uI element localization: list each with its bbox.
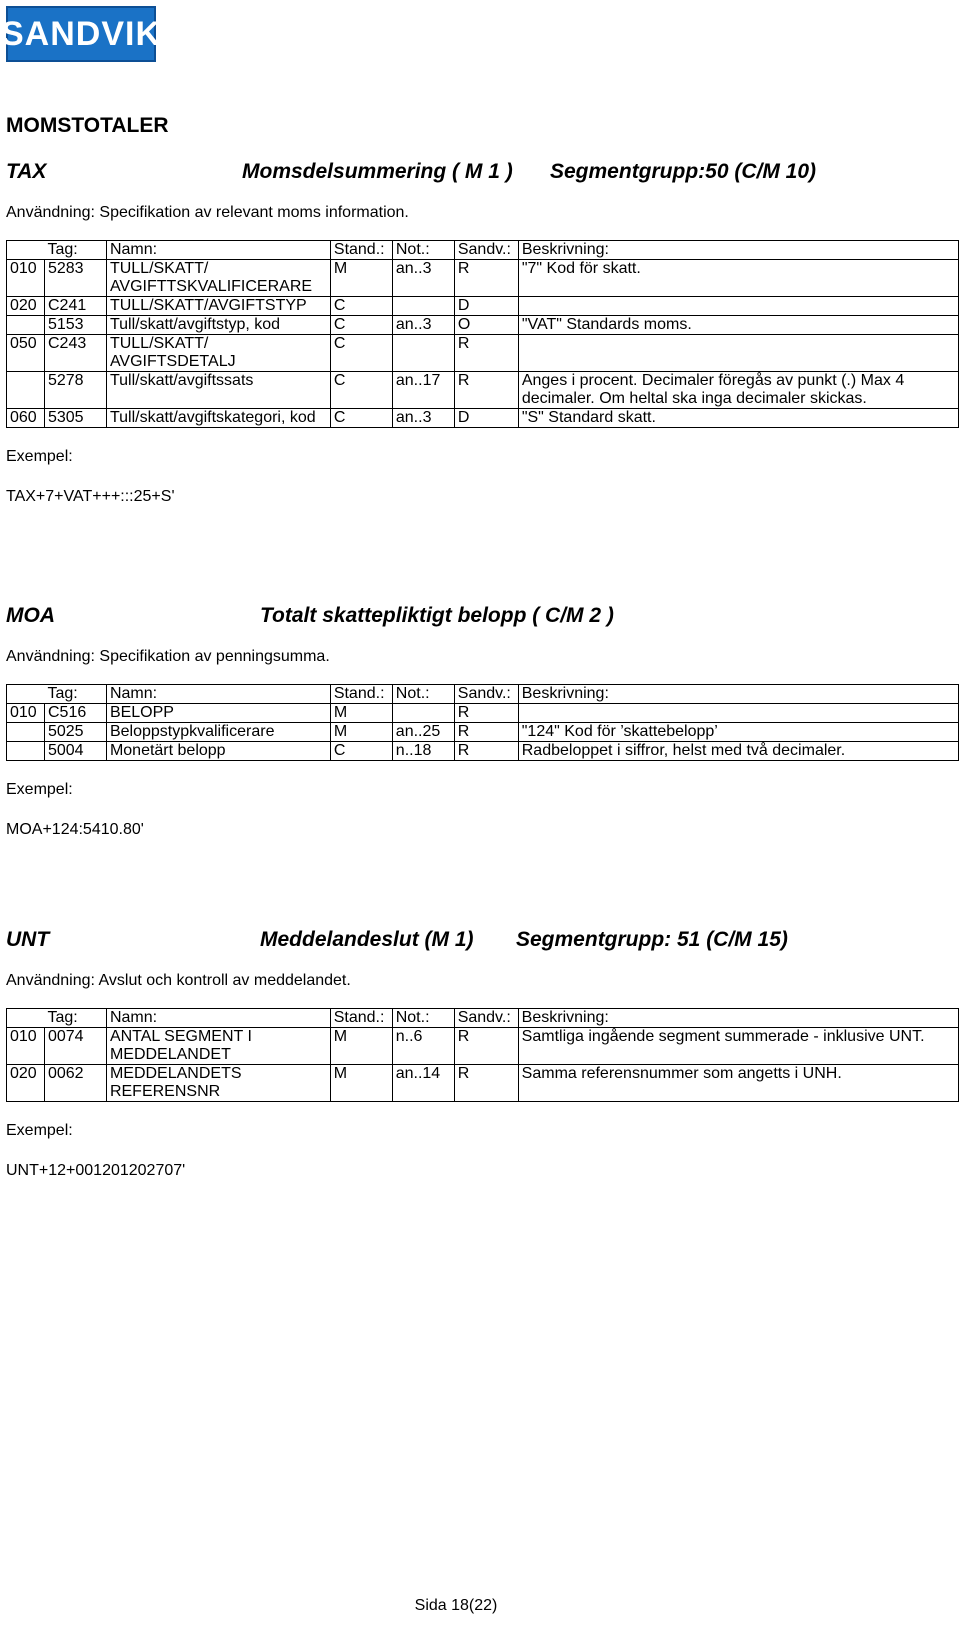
example-value: MOA+124:5410.80' xyxy=(6,821,144,838)
cell-name: TULL/SKATT/ AVGIFTTSKVALIFICERARE xyxy=(106,260,330,297)
segment-usage: Användning: Specifikation av relevant moms information. xyxy=(6,204,409,221)
segment-usage: Användning: Specifikation av penningsumma. xyxy=(6,648,330,665)
header-cell-stand: Stand.: xyxy=(330,1009,392,1028)
cell-sandv: R xyxy=(454,1065,518,1102)
table-row xyxy=(7,372,959,409)
table-row xyxy=(7,704,959,723)
cell-name: Tull/skatt/avgiftssats xyxy=(106,372,330,409)
segment-description: Momsdelsummering ( M 1 ) xyxy=(242,160,513,183)
segment-tax xyxy=(6,160,956,506)
cell-name: Tull/skatt/avgiftstyp, kod xyxy=(106,316,330,335)
cell-tag: 0074 xyxy=(44,1028,106,1065)
cell-name: TULL/SKATT/AVGIFTSTYP xyxy=(106,297,330,316)
header-cell-not: Not.: xyxy=(392,241,454,260)
cell-desc xyxy=(518,704,958,723)
cell-sandv: D xyxy=(454,409,518,428)
segment-group: Segmentgrupp:50 (C/M 10) xyxy=(550,160,817,183)
table-header-row xyxy=(7,685,959,704)
table-row xyxy=(7,723,959,742)
cell-not xyxy=(392,297,454,316)
header-cell-not: Not.: xyxy=(392,685,454,704)
header-cell-tag: Tag: xyxy=(44,1009,106,1028)
header-cell-tag: Tag: xyxy=(44,685,106,704)
cell-sandv: R xyxy=(454,723,518,742)
cell-not: an..17 xyxy=(392,372,454,409)
segment-header xyxy=(6,604,956,634)
segment-moa xyxy=(6,604,956,839)
example-value: TAX+7+VAT+++:::25+S' xyxy=(6,488,175,505)
cell-name: Beloppstypkvalificerare xyxy=(106,723,330,742)
segment-code: UNT xyxy=(6,928,50,951)
cell-name: Tull/skatt/avgiftskategori, kod xyxy=(106,409,330,428)
segment-code: TAX xyxy=(6,160,47,183)
table-header-row xyxy=(7,1009,959,1028)
cell-stand: M xyxy=(330,704,392,723)
segment-description: Totalt skattepliktigt belopp ( C/M 2 ) xyxy=(260,604,614,627)
cell-stand: M xyxy=(330,1065,392,1102)
header-cell-stand: Stand.: xyxy=(330,685,392,704)
example-value: UNT+12+001201202707' xyxy=(6,1162,186,1179)
header-cell-tag: Tag: xyxy=(44,241,106,260)
cell-tag: C243 xyxy=(44,335,106,372)
segment-table xyxy=(6,240,959,428)
cell-desc xyxy=(518,335,958,372)
cell-not xyxy=(392,704,454,723)
segment-group: Segmentgrupp: 51 (C/M 15) xyxy=(516,928,788,951)
cell-tag: 5025 xyxy=(44,723,106,742)
cell-tag: 5283 xyxy=(44,260,106,297)
cell-desc: Anges i procent. Decimaler föregås av punkt (.) Max 4 decimaler. Om heltal ska inga decimaler skickas. xyxy=(518,372,958,409)
cell-pos: 020 xyxy=(7,297,45,316)
cell-desc: "S" Standard skatt. xyxy=(518,409,958,428)
cell-pos: 020 xyxy=(7,1065,45,1102)
header-cell-pos xyxy=(7,1009,45,1028)
table-row xyxy=(7,1028,959,1065)
cell-stand: M xyxy=(330,260,392,297)
cell-pos: 010 xyxy=(7,260,45,297)
cell-tag: 5305 xyxy=(44,409,106,428)
cell-desc: Samtliga ingående segment summerade - inklusive UNT. xyxy=(518,1028,958,1065)
cell-pos xyxy=(7,723,45,742)
example-label: Exempel: xyxy=(6,1122,73,1139)
table-row xyxy=(7,335,959,372)
cell-desc xyxy=(518,297,958,316)
cell-tag: 5278 xyxy=(44,372,106,409)
cell-stand: M xyxy=(330,723,392,742)
cell-name: TULL/SKATT/ AVGIFTSDETALJ xyxy=(106,335,330,372)
table-row xyxy=(7,297,959,316)
header-cell-beskrivning: Beskrivning: xyxy=(518,685,958,704)
cell-stand: C xyxy=(330,297,392,316)
cell-pos: 050 xyxy=(7,335,45,372)
sandvik-logo xyxy=(0,6,162,62)
segment-code: MOA xyxy=(6,604,55,627)
example-label: Exempel: xyxy=(6,448,73,465)
header-cell-sandv: Sandv.: xyxy=(454,685,518,704)
cell-pos xyxy=(7,372,45,409)
cell-sandv: O xyxy=(454,316,518,335)
header-cell-sandv: Sandv.: xyxy=(454,241,518,260)
cell-name: Monetärt belopp xyxy=(106,742,330,761)
header-cell-namn: Namn: xyxy=(106,1009,330,1028)
cell-name: MEDDELANDETS REFERENSNR xyxy=(106,1065,330,1102)
logo-text: SANDVIK xyxy=(0,14,162,53)
cell-pos xyxy=(7,742,45,761)
table-header-row xyxy=(7,241,959,260)
header-cell-not: Not.: xyxy=(392,1009,454,1028)
header-cell-pos xyxy=(7,241,45,260)
cell-not: an..25 xyxy=(392,723,454,742)
cell-tag: 5153 xyxy=(44,316,106,335)
example-label: Exempel: xyxy=(6,781,73,798)
header-cell-namn: Namn: xyxy=(106,241,330,260)
cell-not: an..3 xyxy=(392,409,454,428)
cell-stand: C xyxy=(330,742,392,761)
table-row xyxy=(7,260,959,297)
segment-usage: Användning: Avslut och kontroll av meddelandet. xyxy=(6,972,351,989)
cell-sandv: D xyxy=(454,297,518,316)
table-row xyxy=(7,742,959,761)
cell-not xyxy=(392,335,454,372)
cell-sandv: R xyxy=(454,260,518,297)
segment-table xyxy=(6,1008,959,1102)
cell-desc: "124" Kod för ’skattebelopp’ xyxy=(518,723,958,742)
cell-stand: C xyxy=(330,372,392,409)
cell-name: BELOPP xyxy=(106,704,330,723)
cell-not: an..14 xyxy=(392,1065,454,1102)
header-cell-stand: Stand.: xyxy=(330,241,392,260)
segment-header xyxy=(6,928,956,958)
cell-sandv: R xyxy=(454,372,518,409)
cell-stand: C xyxy=(330,316,392,335)
cell-desc: Radbeloppet i siffror, helst med två decimaler. xyxy=(518,742,958,761)
cell-not: an..3 xyxy=(392,260,454,297)
segment-table xyxy=(6,684,959,761)
cell-not: n..6 xyxy=(392,1028,454,1065)
segment-description: Meddelandeslut (M 1) xyxy=(260,928,474,951)
cell-tag: C241 xyxy=(44,297,106,316)
cell-tag: C516 xyxy=(44,704,106,723)
page-footer xyxy=(0,1597,960,1615)
header-cell-namn: Namn: xyxy=(106,685,330,704)
header-cell-sandv: Sandv.: xyxy=(454,1009,518,1028)
cell-sandv: R xyxy=(454,1028,518,1065)
cell-tag: 5004 xyxy=(44,742,106,761)
cell-sandv: R xyxy=(454,704,518,723)
cell-tag: 0062 xyxy=(44,1065,106,1102)
cell-pos: 010 xyxy=(7,704,45,723)
cell-not: n..18 xyxy=(392,742,454,761)
page-title: MOMSTOTALER xyxy=(6,114,169,137)
table-row xyxy=(7,316,959,335)
cell-not: an..3 xyxy=(392,316,454,335)
cell-desc: "VAT" Standards moms. xyxy=(518,316,958,335)
table-row xyxy=(7,409,959,428)
cell-name: ANTAL SEGMENT I MEDDELANDET xyxy=(106,1028,330,1065)
cell-desc: "7" Kod för skatt. xyxy=(518,260,958,297)
header-cell-pos xyxy=(7,685,45,704)
cell-pos: 010 xyxy=(7,1028,45,1065)
segment-unt xyxy=(6,928,956,1180)
cell-stand: C xyxy=(330,335,392,372)
cell-stand: C xyxy=(330,409,392,428)
page-number: Sida 18(22) xyxy=(414,1597,498,1614)
table-row xyxy=(7,1065,959,1102)
cell-desc: Samma referensnummer som angetts i UNH. xyxy=(518,1065,958,1102)
header-cell-beskrivning: Beskrivning: xyxy=(518,1009,958,1028)
cell-stand: M xyxy=(330,1028,392,1065)
cell-pos xyxy=(7,316,45,335)
cell-sandv: R xyxy=(454,335,518,372)
segment-header xyxy=(6,160,956,190)
cell-pos: 060 xyxy=(7,409,45,428)
header-cell-beskrivning: Beskrivning: xyxy=(518,241,958,260)
cell-sandv: R xyxy=(454,742,518,761)
